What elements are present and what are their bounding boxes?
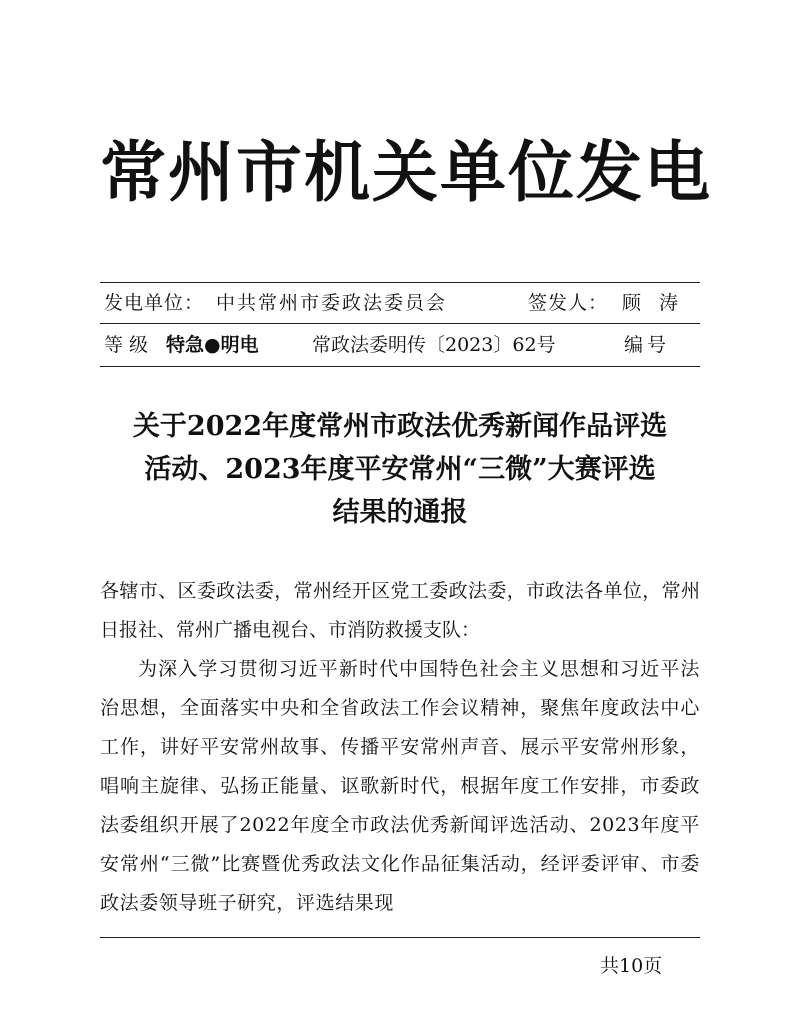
sender-row: [100, 283, 700, 323]
footer-divider: [100, 937, 700, 938]
body-paragraph: 为深入学习贯彻习近平新时代中国特色社会主义思想和习近平法治思想，全面落实中央和全省政法工作会议精神，聚焦年度政法中心工作，讲好平安常州故事、传播平安常州声音、展示平安常州形象，唱响主旋律、弘扬正能量、讴歌新时代，根据年度工作安排，市委政法委组织开展了2022年度全市政法优秀新闻评选活动、2023年度平安常州“三微”比赛暨优秀政法文化作品征集活动，经评委评审、市委政法委领导班子研究，评选结果现: [100, 658, 700, 914]
title-line: 关于2022年度常州市政法优秀新闻作品评选: [132, 411, 668, 442]
document-number: 常政法委明传〔2023〕62号: [312, 334, 556, 356]
header-divider-middle: [100, 323, 700, 324]
level-value: 特急●明电: [166, 334, 259, 356]
header-divider-bottom: [100, 366, 700, 367]
title-line: 活动、2023年度平安常州“三微”大赛评选: [144, 454, 656, 485]
document-title: [100, 405, 700, 534]
title-line: 结果的通报: [332, 497, 468, 528]
sender-value: 中共常州市委政法委员会: [216, 292, 448, 314]
number-label: 编号: [624, 334, 671, 356]
sender-label: 发电单位：: [104, 292, 205, 314]
level-label: 等级: [104, 334, 155, 356]
signer-label: 签发人：: [528, 292, 609, 314]
document-banner-title: 常州市机关单位发电: [100, 134, 712, 211]
level-row: [100, 325, 700, 365]
signer-value: 顾 涛: [622, 292, 685, 314]
salutation: 各辖市、区委政法委，常州经开区党工委政法委，市政法各单位，常州日报社、常州广播电视台、市消防救援支队：: [100, 580, 700, 641]
page-count: 共10页: [600, 955, 663, 977]
